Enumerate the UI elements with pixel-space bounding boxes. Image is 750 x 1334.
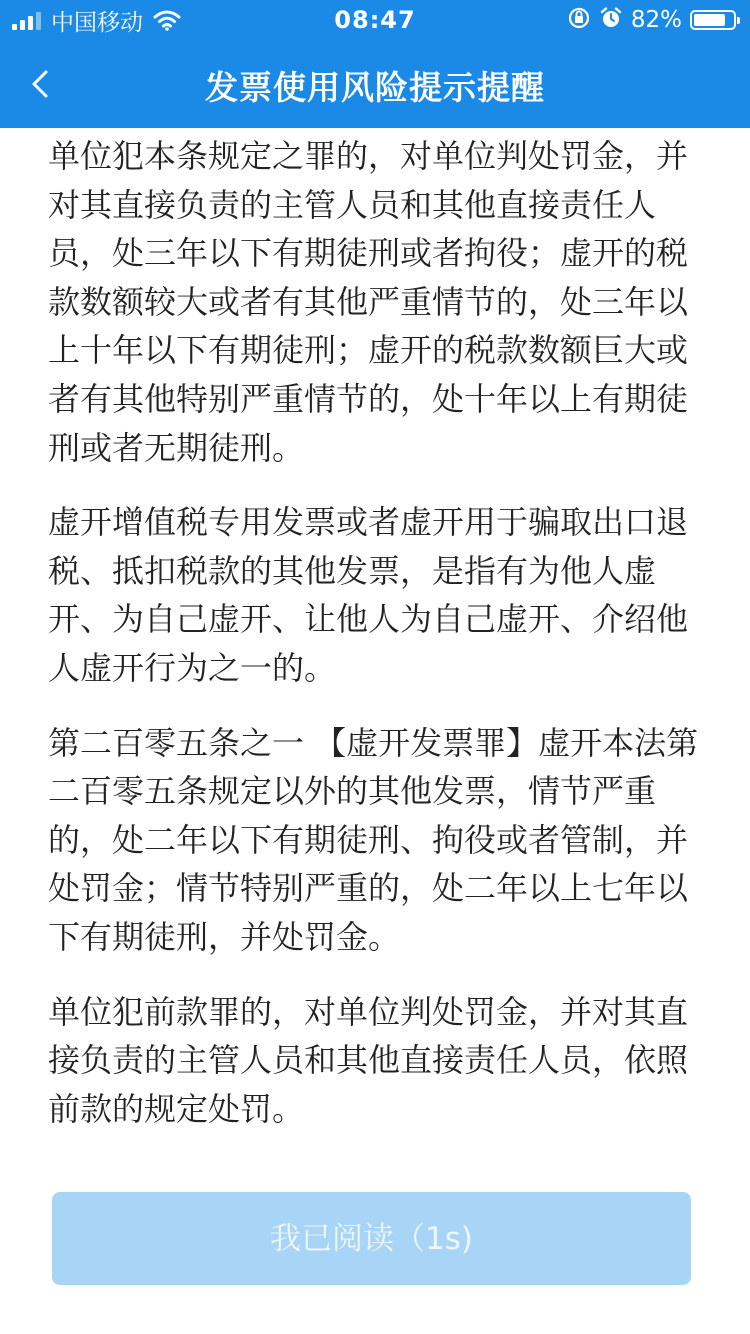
paragraph: 虚开增值税专用发票或者虚开用于骗取出口退税、抵扣税款的其他发票，是指有为他人虚开、为自己虚开、让他人为自己虚开、介绍他人虚开行为之一的。 <box>48 503 689 687</box>
paragraph: 单位犯本条规定之罪的，对单位判处罚金，并对其直接负责的主管人员和其他直接责任人员，处三年以下有期徒刑或者拘役；虚开的税款数额较大或者有其他严重情节的，处三年以上十年以下有期徒刑；虚开的税款数额巨大或者有其他特别严重情节的，处十年以上有期徒刑或者无期徒刑。 <box>48 137 689 467</box>
battery-icon <box>690 10 736 30</box>
paragraph: 单位犯前款罪的，对单位判处罚金，并对其直接负责的主管人员和其他直接责任人员，依照前款的规定处罚。 <box>48 992 689 1128</box>
rotation-lock-icon <box>567 6 591 34</box>
i-have-read-button[interactable]: 我已阅读（1s) <box>52 1192 691 1285</box>
status-bar <box>0 0 750 40</box>
clock: 08:47 <box>334 6 416 34</box>
battery-percent: 82% <box>630 7 682 33</box>
paragraph: 第二百零五条之一 【虚开发票罪】虚开本法第二百零五条规定以外的其他发票，情节严重的，处二年以下有期徒刑、拘役或者管制，并处罚金；情节特别严重的，处二年以上七年以下有期徒刑，并处罚金。 <box>48 723 699 956</box>
risk-notice-content <box>48 128 708 1159</box>
page-title: 发票使用风险提示提醒 <box>205 68 545 107</box>
navigation-bar <box>0 40 750 128</box>
alarm-icon <box>599 6 623 34</box>
carrier-name: 中国移动 <box>51 9 143 36</box>
top-bar <box>0 0 750 128</box>
